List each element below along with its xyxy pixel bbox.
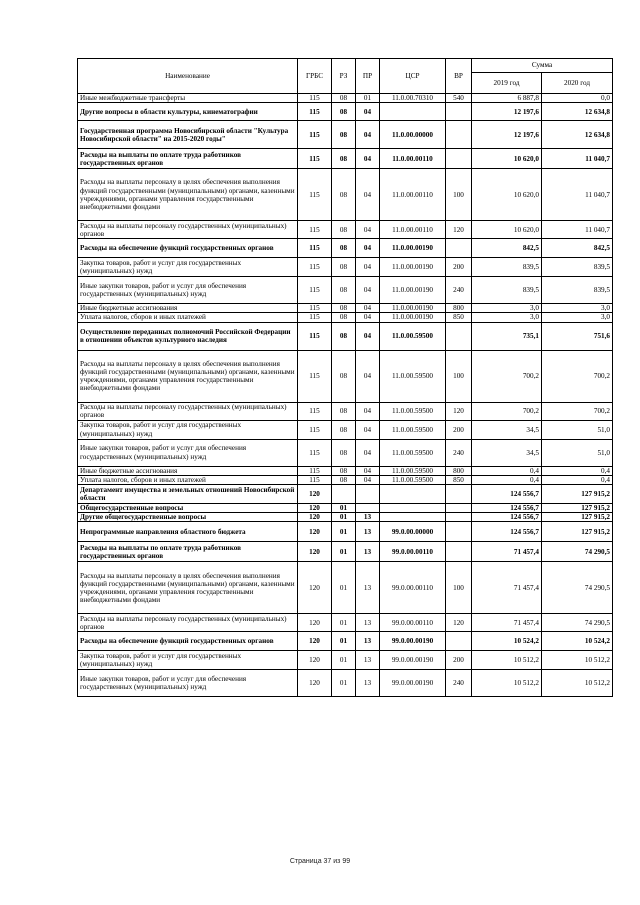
row-pr: 13 bbox=[356, 651, 380, 670]
row-vr: 800 bbox=[446, 304, 472, 313]
row-rz: 01 bbox=[332, 632, 356, 651]
row-vr bbox=[446, 485, 472, 504]
row-grbs: 120 bbox=[298, 485, 332, 504]
row-grbs: 120 bbox=[298, 670, 332, 697]
row-rz: 01 bbox=[332, 651, 356, 670]
row-csr: 11.0.00.00190 bbox=[380, 239, 446, 258]
row-grbs: 120 bbox=[298, 651, 332, 670]
row-grbs: 115 bbox=[298, 277, 332, 304]
row-name: Расходы на выплаты персоналу в целях обеспечения выполнения функций государственными (муниципальными) органами, казенными учреждениями, органами управления государственными внебюджетными фондами bbox=[78, 350, 298, 402]
table-row bbox=[78, 149, 613, 169]
row-pr: 04 bbox=[356, 402, 380, 420]
row-csr: 99.0.00.00110 bbox=[380, 542, 446, 562]
row-csr: 99.0.00.00000 bbox=[380, 522, 446, 542]
row-grbs: 115 bbox=[298, 169, 332, 221]
row-vr bbox=[446, 239, 472, 258]
row-vr: 240 bbox=[446, 439, 472, 466]
row-rz: 01 bbox=[332, 562, 356, 614]
row-grbs: 120 bbox=[298, 513, 332, 522]
row-csr: 11.0.00.59500 bbox=[380, 439, 446, 466]
row-vr: 200 bbox=[446, 420, 472, 439]
row-name: Расходы на обеспечение функций государственных органов bbox=[78, 239, 298, 258]
row-rz: 08 bbox=[332, 350, 356, 402]
row-value-2020: 12 634,8 bbox=[542, 121, 613, 149]
budget-table-page bbox=[77, 58, 612, 697]
row-value-2019: 3,0 bbox=[472, 313, 542, 322]
row-pr: 04 bbox=[356, 350, 380, 402]
row-name: Департамент имущества и земельных отношений Новосибирской области bbox=[78, 485, 298, 504]
row-csr bbox=[380, 485, 446, 504]
row-csr: 11.0.00.59500 bbox=[380, 322, 446, 350]
row-csr: 99.0.00.00190 bbox=[380, 632, 446, 651]
row-grbs: 115 bbox=[298, 350, 332, 402]
row-pr: 04 bbox=[356, 121, 380, 149]
row-value-2020: 842,5 bbox=[542, 239, 613, 258]
row-name: Иные бюджетные ассигнования bbox=[78, 466, 298, 475]
table-row bbox=[78, 169, 613, 221]
row-value-2020: 127 915,2 bbox=[542, 513, 613, 522]
row-grbs: 115 bbox=[298, 103, 332, 121]
row-vr: 120 bbox=[446, 221, 472, 239]
row-vr bbox=[446, 322, 472, 350]
row-rz: 08 bbox=[332, 420, 356, 439]
row-pr: 13 bbox=[356, 632, 380, 651]
row-pr bbox=[356, 485, 380, 504]
row-pr: 04 bbox=[356, 169, 380, 221]
row-rz: 01 bbox=[332, 504, 356, 513]
row-vr bbox=[446, 632, 472, 651]
row-grbs: 115 bbox=[298, 466, 332, 475]
row-value-2019: 700,2 bbox=[472, 350, 542, 402]
row-value-2020: 839,5 bbox=[542, 277, 613, 304]
row-rz: 08 bbox=[332, 221, 356, 239]
row-rz: 08 bbox=[332, 239, 356, 258]
row-rz: 08 bbox=[332, 304, 356, 313]
row-csr bbox=[380, 504, 446, 513]
row-value-2020: 10 512,2 bbox=[542, 651, 613, 670]
row-value-2020: 10 524,2 bbox=[542, 632, 613, 651]
table-row bbox=[78, 439, 613, 466]
row-value-2019: 10 524,2 bbox=[472, 632, 542, 651]
row-value-2020: 0,0 bbox=[542, 94, 613, 103]
row-vr: 800 bbox=[446, 466, 472, 475]
row-vr: 120 bbox=[446, 402, 472, 420]
header-rz: РЗ bbox=[332, 59, 356, 94]
row-pr: 04 bbox=[356, 149, 380, 169]
row-csr: 11.0.00.00190 bbox=[380, 313, 446, 322]
row-grbs: 120 bbox=[298, 562, 332, 614]
row-grbs: 120 bbox=[298, 542, 332, 562]
row-value-2020: 3,0 bbox=[542, 313, 613, 322]
row-value-2020: 839,5 bbox=[542, 258, 613, 277]
table-row bbox=[78, 304, 613, 313]
row-pr: 04 bbox=[356, 221, 380, 239]
row-pr: 04 bbox=[356, 420, 380, 439]
row-vr: 120 bbox=[446, 614, 472, 632]
row-grbs: 115 bbox=[298, 94, 332, 103]
row-csr bbox=[380, 103, 446, 121]
row-grbs: 115 bbox=[298, 420, 332, 439]
row-csr: 11.0.00.00110 bbox=[380, 221, 446, 239]
row-grbs: 115 bbox=[298, 304, 332, 313]
row-grbs: 115 bbox=[298, 149, 332, 169]
row-value-2020: 3,0 bbox=[542, 304, 613, 313]
row-name: Расходы на выплаты по оплате труда работников государственных органов bbox=[78, 542, 298, 562]
row-value-2019: 34,5 bbox=[472, 439, 542, 466]
row-name: Другие вопросы в области культуры, кинематографии bbox=[78, 103, 298, 121]
row-value-2020: 127 915,2 bbox=[542, 504, 613, 513]
row-grbs: 120 bbox=[298, 522, 332, 542]
header-grbs: ГРБС bbox=[298, 59, 332, 94]
table-row bbox=[78, 420, 613, 439]
table-row bbox=[78, 239, 613, 258]
row-rz: 08 bbox=[332, 402, 356, 420]
row-rz: 01 bbox=[332, 522, 356, 542]
row-name: Расходы на выплаты персоналу государственных (муниципальных) органов bbox=[78, 614, 298, 632]
table-row bbox=[78, 121, 613, 149]
row-value-2020: 0,4 bbox=[542, 466, 613, 475]
header-sum: Сумма bbox=[472, 59, 613, 73]
row-vr: 100 bbox=[446, 169, 472, 221]
row-vr bbox=[446, 542, 472, 562]
row-value-2019: 0,4 bbox=[472, 466, 542, 475]
row-name: Уплата налогов, сборов и иных платежей bbox=[78, 313, 298, 322]
table-row bbox=[78, 322, 613, 350]
row-value-2020: 74 290,5 bbox=[542, 614, 613, 632]
row-rz: 01 bbox=[332, 614, 356, 632]
row-vr bbox=[446, 149, 472, 169]
row-value-2019: 124 556,7 bbox=[472, 522, 542, 542]
table-row bbox=[78, 258, 613, 277]
row-value-2019: 71 457,4 bbox=[472, 542, 542, 562]
row-value-2020: 700,2 bbox=[542, 402, 613, 420]
budget-table bbox=[77, 58, 613, 697]
row-name: Расходы на выплаты персоналу в целях обеспечения выполнения функций государственными (муниципальными) органами, казенными учреждениями, органами управления государственными внебюджетными фондами bbox=[78, 562, 298, 614]
row-value-2020: 11 040,7 bbox=[542, 221, 613, 239]
row-csr: 11.0.00.70310 bbox=[380, 94, 446, 103]
row-grbs: 120 bbox=[298, 632, 332, 651]
row-rz: 08 bbox=[332, 277, 356, 304]
row-value-2020: 700,2 bbox=[542, 350, 613, 402]
row-grbs: 120 bbox=[298, 614, 332, 632]
row-csr: 99.0.00.00190 bbox=[380, 651, 446, 670]
row-value-2019: 839,5 bbox=[472, 258, 542, 277]
row-rz: 08 bbox=[332, 466, 356, 475]
row-pr: 04 bbox=[356, 103, 380, 121]
row-csr: 99.0.00.00110 bbox=[380, 614, 446, 632]
row-vr: 200 bbox=[446, 258, 472, 277]
row-pr: 13 bbox=[356, 562, 380, 614]
row-value-2019: 124 556,7 bbox=[472, 513, 542, 522]
row-value-2019: 735,1 bbox=[472, 322, 542, 350]
row-grbs: 115 bbox=[298, 475, 332, 484]
row-name: Расходы на выплаты персоналу государственных (муниципальных) органов bbox=[78, 221, 298, 239]
row-name: Уплата налогов, сборов и иных платежей bbox=[78, 475, 298, 484]
row-rz: 08 bbox=[332, 149, 356, 169]
table-row bbox=[78, 562, 613, 614]
row-vr: 200 bbox=[446, 651, 472, 670]
row-grbs: 115 bbox=[298, 439, 332, 466]
row-name: Общегосударственные вопросы bbox=[78, 504, 298, 513]
header-csr: ЦСР bbox=[380, 59, 446, 94]
row-pr: 13 bbox=[356, 522, 380, 542]
row-value-2020: 11 040,7 bbox=[542, 149, 613, 169]
row-name: Расходы на обеспечение функций государственных органов bbox=[78, 632, 298, 651]
header-vr: ВР bbox=[446, 59, 472, 94]
table-row bbox=[78, 402, 613, 420]
row-name: Иные закупки товаров, работ и услуг для обеспечения государственных (муниципальных) нужд bbox=[78, 277, 298, 304]
row-value-2019: 34,5 bbox=[472, 420, 542, 439]
row-name: Государственная программа Новосибирской области "Культура Новосибирской области" на 2015-2020 годы" bbox=[78, 121, 298, 149]
table-row bbox=[78, 670, 613, 697]
row-rz: 08 bbox=[332, 475, 356, 484]
table-row bbox=[78, 632, 613, 651]
row-value-2020: 74 290,5 bbox=[542, 562, 613, 614]
row-name: Расходы на выплаты персоналу государственных (муниципальных) органов bbox=[78, 402, 298, 420]
table-row bbox=[78, 614, 613, 632]
row-value-2019: 71 457,4 bbox=[472, 562, 542, 614]
row-name: Непрограммные направления областного бюджета bbox=[78, 522, 298, 542]
row-csr: 11.0.00.59500 bbox=[380, 350, 446, 402]
table-body bbox=[78, 94, 613, 697]
row-grbs: 115 bbox=[298, 402, 332, 420]
row-value-2020: 127 915,2 bbox=[542, 485, 613, 504]
row-vr: 240 bbox=[446, 277, 472, 304]
row-value-2019: 3,0 bbox=[472, 304, 542, 313]
row-vr bbox=[446, 103, 472, 121]
row-value-2019: 10 512,2 bbox=[472, 651, 542, 670]
row-pr: 13 bbox=[356, 513, 380, 522]
row-pr: 13 bbox=[356, 670, 380, 697]
row-pr: 04 bbox=[356, 313, 380, 322]
row-rz: 08 bbox=[332, 258, 356, 277]
row-csr: 11.0.00.00000 bbox=[380, 121, 446, 149]
row-pr: 13 bbox=[356, 542, 380, 562]
row-vr bbox=[446, 121, 472, 149]
row-pr: 04 bbox=[356, 239, 380, 258]
row-value-2019: 10 620,0 bbox=[472, 169, 542, 221]
row-grbs: 115 bbox=[298, 258, 332, 277]
row-vr: 100 bbox=[446, 350, 472, 402]
row-pr: 04 bbox=[356, 258, 380, 277]
row-csr: 99.0.00.00110 bbox=[380, 562, 446, 614]
row-vr bbox=[446, 513, 472, 522]
header-name: Наименование bbox=[78, 59, 298, 94]
row-grbs: 115 bbox=[298, 221, 332, 239]
row-pr: 04 bbox=[356, 439, 380, 466]
row-pr: 13 bbox=[356, 614, 380, 632]
row-value-2019: 842,5 bbox=[472, 239, 542, 258]
row-name: Иные закупки товаров, работ и услуг для обеспечения государственных (муниципальных) нужд bbox=[78, 439, 298, 466]
row-pr bbox=[356, 504, 380, 513]
row-value-2019: 0,4 bbox=[472, 475, 542, 484]
row-csr: 11.0.00.00190 bbox=[380, 277, 446, 304]
row-rz: 08 bbox=[332, 439, 356, 466]
row-value-2020: 51,0 bbox=[542, 420, 613, 439]
row-csr: 11.0.00.00190 bbox=[380, 304, 446, 313]
row-pr: 04 bbox=[356, 322, 380, 350]
row-grbs: 115 bbox=[298, 121, 332, 149]
table-row bbox=[78, 466, 613, 475]
row-csr: 11.0.00.00110 bbox=[380, 149, 446, 169]
row-pr: 04 bbox=[356, 466, 380, 475]
row-rz: 08 bbox=[332, 169, 356, 221]
row-csr: 11.0.00.59500 bbox=[380, 402, 446, 420]
row-value-2020: 11 040,7 bbox=[542, 169, 613, 221]
row-pr: 01 bbox=[356, 94, 380, 103]
row-name: Другие общегосударственные вопросы bbox=[78, 513, 298, 522]
row-value-2019: 10 620,0 bbox=[472, 149, 542, 169]
row-csr bbox=[380, 513, 446, 522]
row-vr: 850 bbox=[446, 313, 472, 322]
row-vr: 100 bbox=[446, 562, 472, 614]
header-2020: 2020 год bbox=[542, 73, 613, 94]
row-value-2019: 839,5 bbox=[472, 277, 542, 304]
row-csr: 11.0.00.00190 bbox=[380, 258, 446, 277]
row-value-2019: 12 197,6 bbox=[472, 103, 542, 121]
header-2019: 2019 год bbox=[472, 73, 542, 94]
row-value-2020: 10 512,2 bbox=[542, 670, 613, 697]
row-name: Расходы на выплаты по оплате труда работников государственных органов bbox=[78, 149, 298, 169]
row-value-2019: 124 556,7 bbox=[472, 485, 542, 504]
table-row bbox=[78, 350, 613, 402]
table-row bbox=[78, 103, 613, 121]
table-row bbox=[78, 277, 613, 304]
table-row bbox=[78, 485, 613, 504]
row-rz bbox=[332, 485, 356, 504]
table-row bbox=[78, 94, 613, 103]
row-rz: 08 bbox=[332, 121, 356, 149]
row-csr: 11.0.00.59500 bbox=[380, 420, 446, 439]
row-rz: 01 bbox=[332, 542, 356, 562]
row-rz: 01 bbox=[332, 513, 356, 522]
row-value-2019: 124 556,7 bbox=[472, 504, 542, 513]
row-rz: 08 bbox=[332, 94, 356, 103]
table-row bbox=[78, 513, 613, 522]
row-value-2020: 0,4 bbox=[542, 475, 613, 484]
table-row bbox=[78, 221, 613, 239]
row-grbs: 115 bbox=[298, 239, 332, 258]
row-grbs: 115 bbox=[298, 313, 332, 322]
row-name: Расходы на выплаты персоналу в целях обеспечения выполнения функций государственными (муниципальными) органами, казенными учреждениями, органами управления государственными внебюджетными фондами bbox=[78, 169, 298, 221]
row-value-2019: 12 197,6 bbox=[472, 121, 542, 149]
row-name: Осуществление переданных полномочий Российской Федерации в отношении объектов культурного наследия bbox=[78, 322, 298, 350]
row-name: Закупка товаров, работ и услуг для государственных (муниципальных) нужд bbox=[78, 258, 298, 277]
table-row bbox=[78, 504, 613, 513]
page-footer: Страница 37 из 99 bbox=[289, 858, 351, 865]
row-csr: 11.0.00.00110 bbox=[380, 169, 446, 221]
table-row bbox=[78, 475, 613, 484]
row-value-2020: 127 915,2 bbox=[542, 522, 613, 542]
table-row bbox=[78, 651, 613, 670]
row-grbs: 115 bbox=[298, 322, 332, 350]
row-grbs: 120 bbox=[298, 504, 332, 513]
row-vr: 540 bbox=[446, 94, 472, 103]
row-value-2019: 10 620,0 bbox=[472, 221, 542, 239]
row-value-2020: 12 634,8 bbox=[542, 103, 613, 121]
row-pr: 04 bbox=[356, 304, 380, 313]
row-rz: 08 bbox=[332, 313, 356, 322]
row-pr: 04 bbox=[356, 277, 380, 304]
row-csr: 99.0.00.00190 bbox=[380, 670, 446, 697]
row-value-2019: 10 512,2 bbox=[472, 670, 542, 697]
row-csr: 11.0.00.59500 bbox=[380, 466, 446, 475]
row-name: Закупка товаров, работ и услуг для государственных (муниципальных) нужд bbox=[78, 420, 298, 439]
row-csr: 11.0.00.59500 bbox=[380, 475, 446, 484]
row-vr bbox=[446, 504, 472, 513]
row-value-2020: 74 290,5 bbox=[542, 542, 613, 562]
row-rz: 08 bbox=[332, 103, 356, 121]
row-value-2020: 751,6 bbox=[542, 322, 613, 350]
row-value-2020: 51,0 bbox=[542, 439, 613, 466]
table-row bbox=[78, 313, 613, 322]
row-value-2019: 700,2 bbox=[472, 402, 542, 420]
row-value-2019: 71 457,4 bbox=[472, 614, 542, 632]
row-rz: 08 bbox=[332, 322, 356, 350]
row-name: Иные межбюджетные трансферты bbox=[78, 94, 298, 103]
table-row bbox=[78, 522, 613, 542]
header-pr: ПР bbox=[356, 59, 380, 94]
row-name: Закупка товаров, работ и услуг для государственных (муниципальных) нужд bbox=[78, 651, 298, 670]
row-name: Иные бюджетные ассигнования bbox=[78, 304, 298, 313]
row-value-2019: 6 887,8 bbox=[472, 94, 542, 103]
row-vr: 850 bbox=[446, 475, 472, 484]
row-rz: 01 bbox=[332, 670, 356, 697]
row-pr: 04 bbox=[356, 475, 380, 484]
row-vr: 240 bbox=[446, 670, 472, 697]
row-name: Иные закупки товаров, работ и услуг для обеспечения государственных (муниципальных) нужд bbox=[78, 670, 298, 697]
table-row bbox=[78, 542, 613, 562]
row-vr bbox=[446, 522, 472, 542]
